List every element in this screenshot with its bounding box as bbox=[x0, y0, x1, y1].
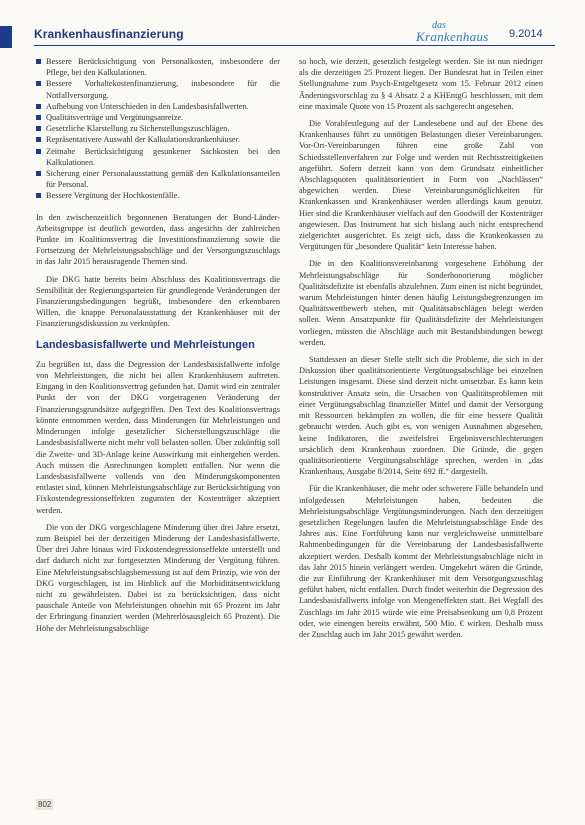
list-item: Qualitätsverträge und Vergütungsanreize. bbox=[36, 112, 280, 123]
list-item: Aufhebung von Unterschieden in den Landesbasisfallwerten. bbox=[36, 101, 280, 112]
logo-bottom-text: Krankenhaus bbox=[416, 29, 489, 44]
body-paragraph: In den zwischenzeitlich begonnenen Beratungen der Bund-Länder-Arbeitsgruppe ist deutlich geworden, dass angesichts der zahlreichen Punkte im Koalitionsvertrag die Investitionsfinanzierung sowie die Fortsetzung der Mehrleistungsabschläge und der Versorgungszuschlags in das Jahr 2015 herausragende Themen sind. bbox=[36, 212, 280, 267]
body-paragraph: so hoch, wie derzeit, gesetzlich festgelegt werden. Sie ist nun niedriger als die derzeitigen 25 Prozent liegen. Der Bundesrat hat in Teilen einer Stellungnahme zum Psych-Entgeltgesetz vom 15. Februar 2012 einen Änderungsvorschlag zu § 4 Absatz 2 a KHEntgG beschlossen, mit dem eine maximale Quote von 15 Prozent als sachgerecht angesehen. bbox=[299, 57, 543, 111]
list-item: Bessere Vergütung der Hochkostenfälle. bbox=[36, 190, 280, 201]
body-paragraph: Die von der DKG vorgeschlagene Minderung über drei Jahre ersetzt, zum Beispiel bei der derzeitigen Minderung der Landesbasisfallwerte. Über drei Jahre hinaus wird Fixkostendegressionseffekte unterstellt und darf dadurch nicht zur fortgesetzten Minderung der Vergütung führen. Eine Mehrleistungsabschlagsbemessung ist auf dem Prinzip, wie von der DKG vorgeschlagen, ist im Hinblick auf die Morbiditätsentwicklung nicht zu gewährleisten. Dabei ist zu berücksichtigen, dass nicht pauschale Anteile von Mehrleistungen ohnehin mit 65 Prozent im Jahr der Erbringung finanziert werden (Mehrerlösausgleich 65 Prozent). Die Höhe der Mehrleistungsabschläge bbox=[36, 522, 280, 633]
logo-top-text: das bbox=[432, 20, 446, 31]
list-item: Sicherung einer Personalausstattung gemäß den Kalkulationsanteilen für Personal. bbox=[36, 168, 280, 190]
left-column bbox=[36, 56, 280, 640]
magazine-logo bbox=[416, 20, 500, 46]
body-paragraph: Für die Krankenhäuser, die mehr oder schwerere Fälle behandeln und infolgedessen Mehrleistungen haben, bedeuten die Mehrleistungsabschläge Vergütungsminderungen. Nach den derzeitigen gesetzlichen Regelungen laufen die Mehrleistungsabschläge Ende des Jahres aus. Eine Fortführung kann nur vergleichsweise unmittelbare Rahmenbedingungen für die Vereinbarung der Landesbasisfallwerte akzeptiert werden. Deshalb kommt der Mehrleistungsabschläge nicht in das Jahr 2015 hinein verlängert werden. Umgekehrt wären die Gründe, die zur Einführung der Krankenhäuser mit dem Versorgungszuschlag geführt haben, nicht entfallen. Durch findet weiterhin die Degression des Landesbasisfallwerts infolge von Mengeneffekten statt. Bei Wegfall des Zuschlags im Jahr 2015 würde wie eine Preisabsenkung um 0,8 Prozent oder, wie einengen bereits erwähnt, 500 Mio. € wirken. Deshalb muss der Zuschlag auch im Jahr 2015 gewährt werden. bbox=[299, 484, 543, 639]
page-edge-marker bbox=[0, 26, 12, 48]
right-column bbox=[299, 56, 543, 646]
body-paragraph: Stattdessen an dieser Stelle stellt sich die Probleme, die sich in der Diskussion über qualitätsorientierte Vergütungsabschläge bei einzelnen Leistungen insgesamt. Diese sind derzeit nicht umsetzbar. Es kann kein konstruktiver Ansatz sein, die Ursachen von Qualitätsproblemen mit einer Vergütungsabschlag finanzieller Mittel und damit der Versorgung mit Ressourcen bekämpfen zu wollen, die für eine bessere Qualität gebraucht werden. Auch gibt es, von wenigen Ausnahmen abgesehen, keine Indikatoren, die zweifelsfrei Ergebnisverschlechterungen ursächlich dem Krankenhaus zuordnen. Die Gründe, die gegen qualitätsorientierte Vergütungsabschläge sprechen, werden in „das Krankenhaus, Ausgabe 8/2014, Seite 692 ff.“ dargestellt. bbox=[299, 355, 543, 477]
body-paragraph: Die in den Koalitionsvereinbarung vorgesehene Erhöhung der Mehrleistungsabschläge für Sonderhonorierung möglicher Qualitätsdefizite ist ebenfalls abzulehnen. Zum einen ist nicht begründet, warum Mehrleistungen hinter denen häufig Leistungsbegrenzungen im Qualitätswettbewerb stehen, mit Qualitätsabschlägen belegt werden sollen. Wenn Ansatzpunkte für Qualitätsdefizite der Mehrleistungen vorliegen, müssten die Abschläge auch mit Bestandsbindungen bewegt werden. bbox=[299, 259, 543, 347]
list-item: Gesetzliche Klarstellung zu Sicherstellungszuschlägen. bbox=[36, 123, 280, 134]
demands-list bbox=[36, 56, 280, 202]
page-number: 802 bbox=[38, 800, 52, 809]
list-item: Bessere Vorhaltekostenfinanzierung, insbesondere für die Notfallversorgung. bbox=[36, 78, 280, 100]
body-paragraph: Zu begrüßen ist, dass die Degression der Landesbasisfallwerte infolge von Mehrleistungen, die nicht bei allen Krankenhäusern auftreten. Eingang in den Koalitionsvertrag gefunden hat. Damit wird ein zentraler Punkt der von der DKG vorgetragenen Veränderung der Finanzierungsgrundsätze aufgegriffen. Den Text des Koalitionsvertrags könnte entnommen werden, dass Minderungen für Mehrleistungen und Minderungen infolge gesetzlicher Sicherstellungszuschläge die Landesbasisfallwerte nicht mehr voll belasten sollen. Über zukünftig soll die Zweite- und 3D-Anlage keine Auswirkung mit einhergehen werden. Auch müssen die Anrechnungen komplett entfallen. Nur wenn die Landesbasisfallwerte vollends von den Minderungskomponenten entlastet sind, können Mehrleistungsabschläge zur Berücksichtigung von Fixkostendegressionseffekten zugunsten der Kostenträger akzeptiert werden. bbox=[36, 359, 280, 515]
running-header-title: Krankenhausfinanzierung bbox=[34, 27, 184, 41]
list-item: Zeitnahe Berücksichtigung gesunkener Sachkosten bei den Kalkulationen. bbox=[36, 146, 280, 168]
issue-number: 9.2014 bbox=[509, 28, 543, 40]
list-item: Bessere Berücksichtigung von Personalkosten, insbesondere der Pflege, bei den Kalkulationen. bbox=[36, 56, 280, 78]
section-heading: Landesbasisfallwerte und Mehrleistungen bbox=[36, 338, 255, 351]
header-divider bbox=[34, 45, 555, 46]
list-item: Repräsentativere Auswahl der Kalkulationskrankenhäuser. bbox=[36, 134, 280, 145]
body-paragraph: Die DKG hatte bereits beim Abschluss des Koalitionsvertrags die Sensibilität der Regierungsparteien für grundlegende Veränderungen der Finanzierungsbedingungen begrüßt, insbesondere den erkennbaren Willen, die knappe Personalausstattung der Krankenhäuser mit der Finanzierungsdiskussion zu verknüpfen. bbox=[36, 274, 280, 329]
body-paragraph: Die Vorabfestlegung auf der Landesebene und auf der Ebene des Krankenhauses führt zu unnötigen Belastungen dieser Vereinbarungen. Vor-Ort-Vereinbarungen führen eine große Zahl von Schiedsstellenverfahren zur Folge und werden mit Rechtsstreitigkeiten angeführt. Sofern derzeit kann von dem Grundsatz einheitlicher Abschlagsquoten qualitätsorientiert in Form von „Nachlässen“ abgewichen werden. Diese Vereinbarungsmöglichkeiten für Krankenkassen und Krankenhäuser werden allerdings kaum genutzt. Hier sind die Krankenhäuser vielfach auf den Goodwill der Kostenträger angewiesen. Das Instrument hat sich bislang auch nicht entsprechend zielgerichtet ausgerichtet. Es zeigt sich, dass die Krankenkassen zu Vergütungen für „besondere Qualität“ kein Interesse haben. bbox=[299, 119, 543, 252]
